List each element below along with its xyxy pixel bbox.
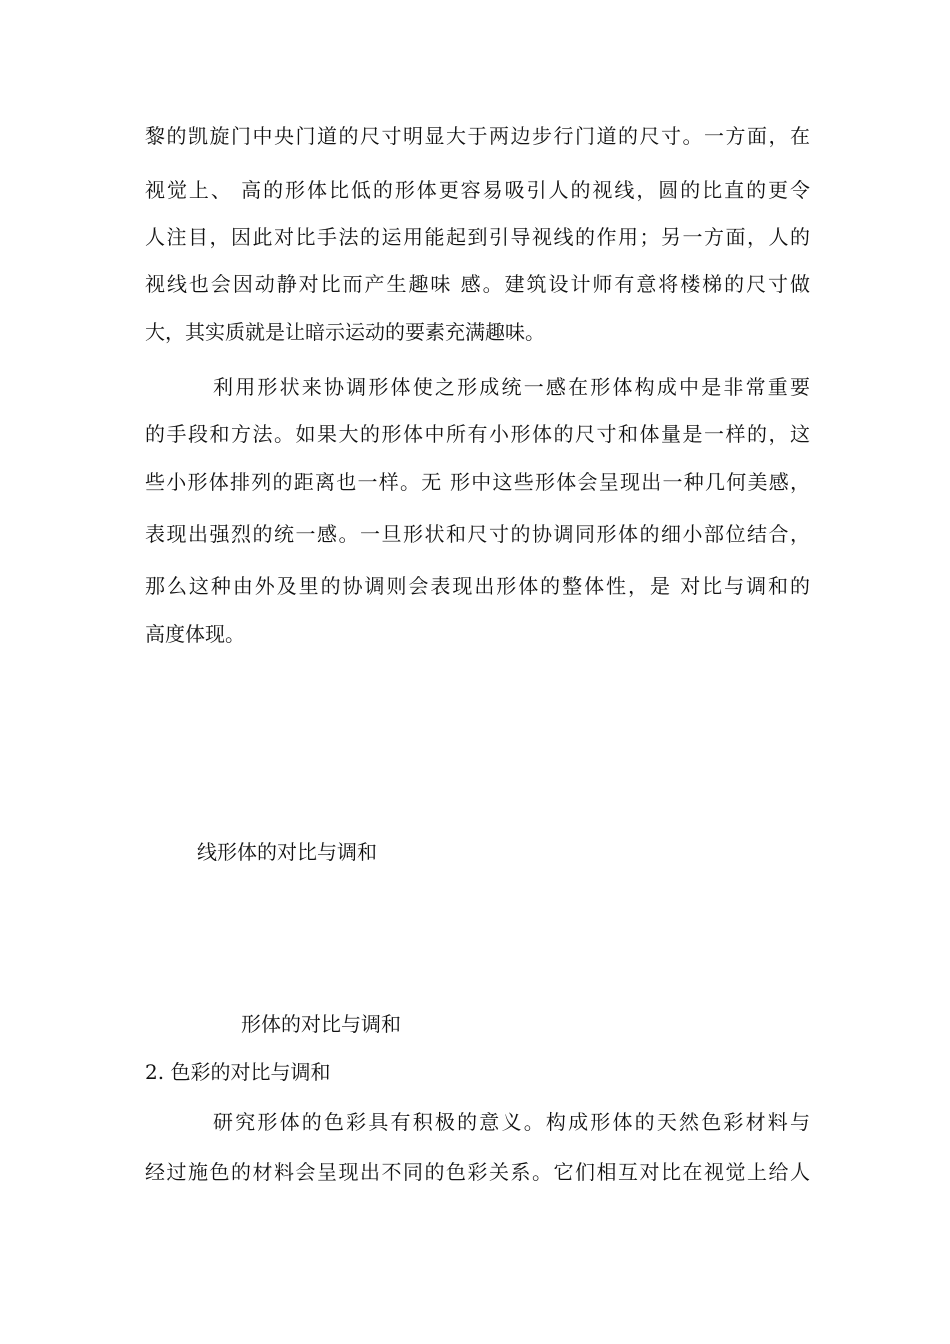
paragraph-line: 人注目，因此对比手法的运用能起到引导视线的作用；另一方面，人的 (145, 225, 810, 249)
paragraph-line: 视觉上、 高的形体比低的形体更容易吸引人的视线，圆的比直的更令 (145, 178, 810, 202)
paragraph-line: 高度体现。 (145, 622, 245, 646)
paragraph-line: 那么这种由外及里的协调则会表现出形体的整体性，是 对比与调和的 (145, 574, 810, 598)
paragraph-line: 研究形体的色彩具有积极的意义。构成形体的天然色彩材料与 (213, 1110, 810, 1134)
paragraph-line: 大，其实质就是让暗示运动的要素充满趣味。 (145, 320, 545, 344)
figure-caption: 形体的对比与调和 (241, 1012, 401, 1036)
paragraph-line: 视线也会因动静对比而产生趣味 感。建筑设计师有意将楼梯的尺寸做 (145, 272, 810, 296)
paragraph-line: 利用形状来协调形体使之形成统一感在形体构成中是非常重要 (213, 375, 810, 399)
paragraph-line: 经过施色的材料会呈现出不同的色彩关系。它们相互对比在视觉上给人 (145, 1160, 810, 1184)
paragraph-line: 黎的凯旋门中央门道的尺寸明显大于两边步行门道的尺寸。一方面，在 (145, 124, 810, 148)
paragraph-line: 些小形体排列的距离也一样。无 形中这些形体会呈现出一种几何美感， (145, 470, 810, 494)
paragraph-line: 的手段和方法。如果大的形体中所有小形体的尺寸和体量是一样的，这 (145, 422, 810, 446)
paragraph-line: 表现出强烈的统一感。一旦形状和尺寸的协调同形体的细小部位结合， (145, 522, 810, 546)
section-heading: 2. 色彩的对比与调和 (145, 1060, 331, 1084)
figure-caption: 线形体的对比与调和 (197, 840, 377, 864)
